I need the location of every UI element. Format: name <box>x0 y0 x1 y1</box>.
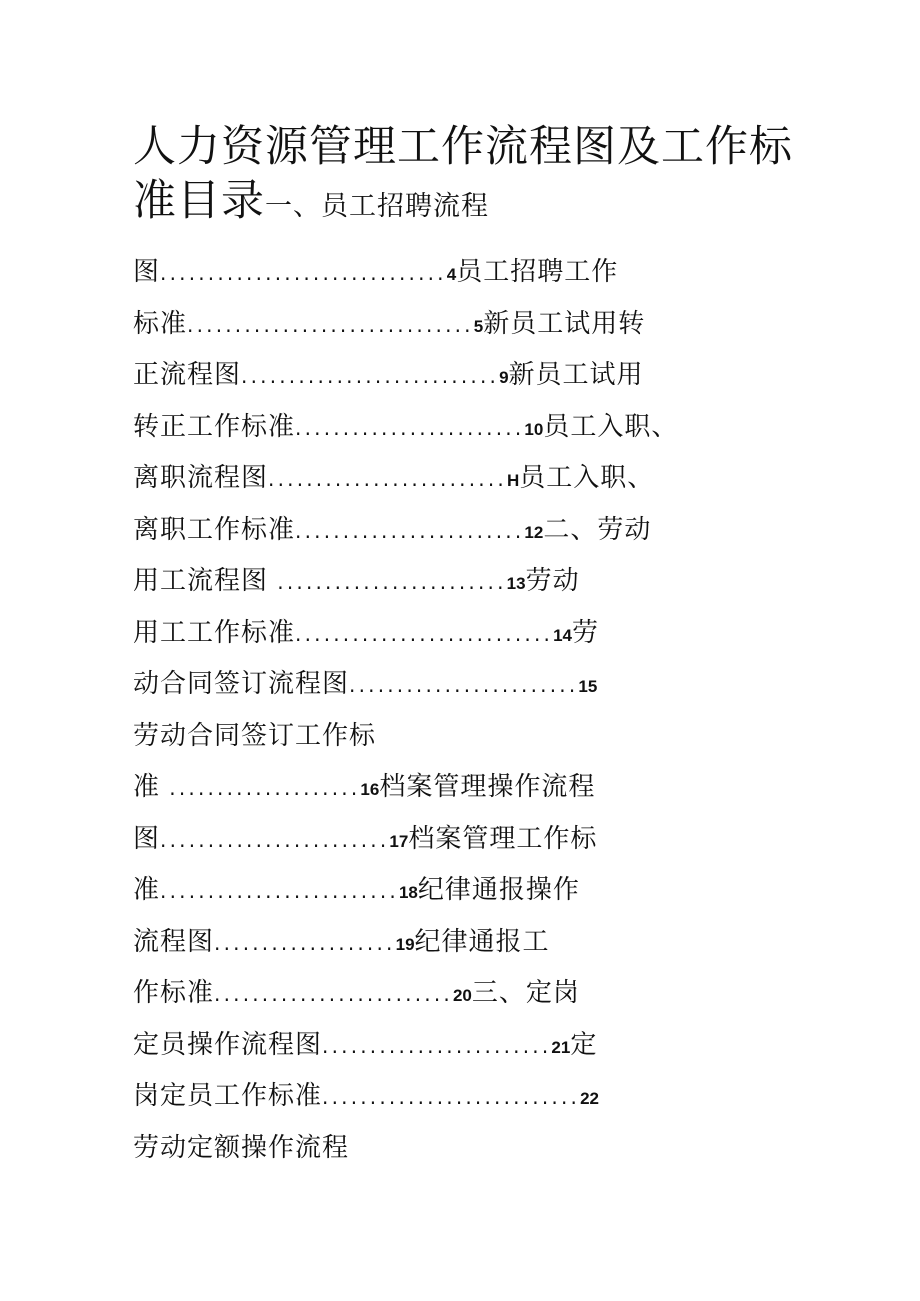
toc-line <box>133 564 580 601</box>
toc-leader-dots: ................... <box>214 931 396 955</box>
toc-line <box>133 513 651 550</box>
toc-entry-text: 转正工作标准 <box>133 412 296 442</box>
toc-page-number: 5 <box>473 317 484 336</box>
toc-entry-text: 图 <box>133 824 161 854</box>
toc-entry-text: 档案管理工作标 <box>408 824 598 854</box>
toc-entry-text: 纪律通报操作 <box>417 875 580 905</box>
toc-entry-text: 劳 <box>572 618 600 648</box>
toc-entry-text: 作标准 <box>133 978 215 1008</box>
toc-leader-dots: ........................ <box>160 828 390 852</box>
toc-page-number: 9 <box>499 368 509 387</box>
toc-entry-text: 定 <box>570 1030 598 1060</box>
toc-line <box>133 667 597 704</box>
toc-leader-dots: ........................ <box>277 570 507 594</box>
toc-page-number: 21 <box>551 1038 571 1057</box>
toc-entry-text: 用工流程图 <box>133 566 278 596</box>
toc-line <box>133 976 580 1013</box>
toc-line <box>133 1028 597 1065</box>
toc-line <box>133 925 550 962</box>
toc-entry-text: 岗定员工作标准 <box>133 1081 323 1111</box>
toc-page-number: 12 <box>524 523 544 542</box>
title-main: 人力资源管理工作流程图及工作标准目录 <box>133 122 793 226</box>
toc-entry-text: 新员工试用转 <box>483 309 646 339</box>
document-title <box>133 120 813 234</box>
toc-line <box>133 307 645 344</box>
toc-leader-dots: ........................ <box>349 673 579 697</box>
toc-entry-text: 正流程图 <box>133 360 242 390</box>
toc-entry-text: 员工入职、 <box>519 463 655 493</box>
toc-page-number: 15 <box>578 677 598 696</box>
toc-leader-dots: ........................... <box>241 364 500 388</box>
toc-entry-text: 纪律通报工 <box>414 927 550 957</box>
toc-leader-dots: ......................... <box>268 467 507 491</box>
toc-leader-dots: .............................. <box>160 261 447 285</box>
toc-leader-dots: ......................... <box>214 982 453 1006</box>
toc-line <box>133 255 618 292</box>
toc-entry-text: 准 <box>133 875 161 905</box>
toc-entry-text: 新员工试用 <box>508 360 644 390</box>
toc-line <box>133 1079 599 1116</box>
toc-page-number: 13 <box>506 574 526 593</box>
toc-page-number: 4 <box>446 265 457 284</box>
toc-entry-text: 劳动 <box>525 566 580 596</box>
toc-line <box>133 358 644 395</box>
toc-leader-dots: ........................ <box>295 519 525 543</box>
toc-entry-text: 档案管理操作流程 <box>379 772 596 802</box>
toc-line <box>133 461 654 498</box>
toc-leader-dots: .............................. <box>187 313 474 337</box>
toc-entry-text: 离职工作标准 <box>133 515 296 545</box>
toc-entry-text: 标准 <box>133 309 188 339</box>
toc-page-number: 16 <box>360 780 380 799</box>
toc-line <box>133 1131 349 1168</box>
toc-line <box>133 770 595 807</box>
toc-page-number: H <box>506 471 520 490</box>
toc-leader-dots: ......................... <box>160 879 399 903</box>
toc-entry-text: 员工入职、 <box>543 412 679 442</box>
toc-entry-text: 用工工作标准 <box>133 618 296 648</box>
toc-entry-text: 劳动合同签订工作标 <box>133 721 377 751</box>
toc-page-number: 19 <box>395 935 415 954</box>
toc-page-number: 14 <box>553 626 572 645</box>
toc-entry-text: 劳动定额操作流程 <box>133 1133 350 1163</box>
toc-line <box>133 616 599 653</box>
toc-page-number: 20 <box>452 986 472 1005</box>
toc-line <box>133 873 580 910</box>
toc-page-number: 17 <box>389 832 409 851</box>
toc-leader-dots: ........................... <box>295 622 554 646</box>
toc-line <box>133 719 376 756</box>
toc-entry-text: 图 <box>133 257 161 287</box>
toc-leader-dots: ........................... <box>322 1085 581 1109</box>
toc-line <box>133 822 597 859</box>
toc-leader-dots: ........................ <box>322 1034 552 1058</box>
toc-entry-text: 员工招聘工作 <box>456 257 619 287</box>
toc-entry-text: 流程图 <box>133 927 215 957</box>
toc-entry-text: 定员操作流程图 <box>133 1030 323 1060</box>
toc-entry-text: 二、劳动 <box>543 515 652 545</box>
toc-page-number: 18 <box>398 883 418 902</box>
toc-page-number: 10 <box>524 420 544 439</box>
toc-line <box>133 410 678 447</box>
toc-entry-text: 动合同签订流程图 <box>133 669 350 699</box>
toc-leader-dots: ........................ <box>295 416 525 440</box>
toc-leader-dots: .................... <box>169 776 361 800</box>
section-heading: 一、员工招聘流程 <box>265 191 489 222</box>
toc-entry-text: 三、定岗 <box>471 978 580 1008</box>
toc-entry-text: 离职流程图 <box>133 463 269 493</box>
toc-page-number: 22 <box>580 1089 599 1108</box>
toc-entry-text: 准 <box>133 772 170 802</box>
